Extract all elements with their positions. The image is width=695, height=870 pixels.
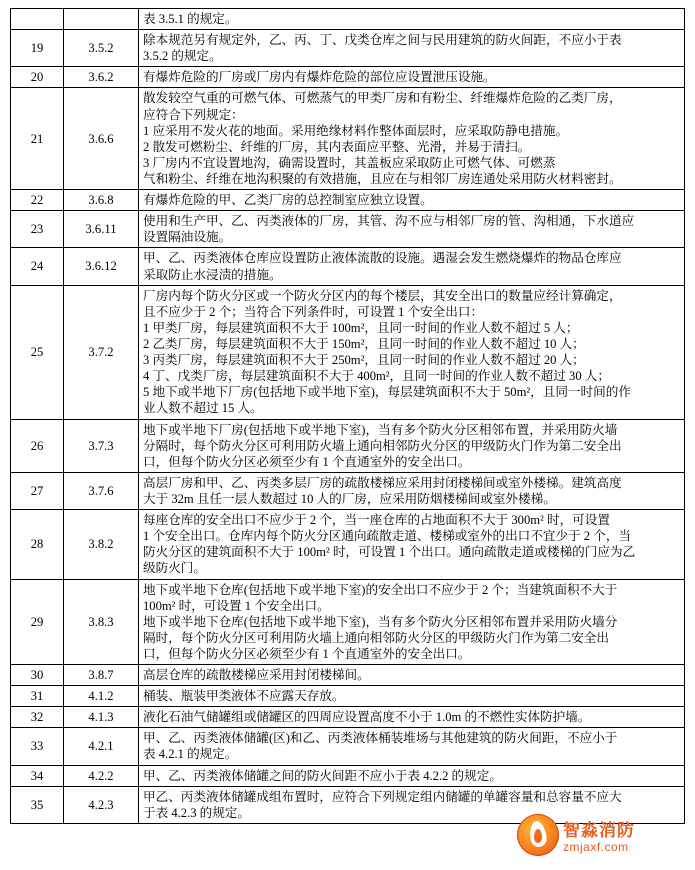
text-line: 2 散发可燃粉尘、纤维的厂房，其内表面应平整、光滑，并易于清扫。 [143,139,531,154]
text-line: 使用和生产甲、乙、丙类液体的厂房，其管、沟不应与相邻厂房的管、沟相通，下水道应 [143,214,635,229]
clause-text [139,686,685,707]
clause-text [139,30,685,67]
row-number: 25 [11,285,64,419]
text-line: 有爆炸危险的厂房或厂房内有爆炸危险的部位应设置泄压设施。 [143,70,496,85]
text-line: 防火分区的建筑面积不大于 100m² 时，可设置 1 个出口。通向疏散走道或楼梯的门应为乙 [143,545,636,560]
clause-number: 3.7.6 [64,472,139,509]
table-row [11,786,685,823]
text-line: 3 丙类厂房，每层建筑面积不大于 250m²，且同一时间的作业人数不超过 20 人； [143,353,585,368]
clause-number: 3.8.2 [64,510,139,579]
clause-text [139,88,685,190]
table-row [11,765,685,786]
text-line: 1 应采用不发火花的地面。采用绝缘材料作整体面层时，应采取防静电措施。 [143,123,569,138]
text-line: 分隔时，每个防火分区可利用防火墙上通向相邻防火分区的甲级防火门作为第二安全出 [143,438,622,453]
table-row [11,579,685,665]
clause-number: 4.2.2 [64,765,139,786]
text-line: 厂房内每个防火分区或一个防火分区内的每个楼层，其安全出口的数量应经计算确定， [143,288,622,303]
clause-text [139,285,685,419]
clause-text [139,707,685,728]
watermark-domain: zmjaxf.com [563,840,629,854]
clause-text [139,786,685,823]
row-number [11,9,64,30]
table-row [11,67,685,88]
table-row [11,728,685,765]
table-row [11,285,685,419]
clause-text [139,67,685,88]
row-number: 20 [11,67,64,88]
text-line: 隔时，每个防火分区可利用防火墙上通向相邻防火分区的甲级防火门作为第二安全出 [143,630,609,645]
clause-number: 3.8.7 [64,665,139,686]
text-line: 甲、乙、丙类液体储罐(区)和乙、丙类液体桶装堆场与其他建筑的防火间距，不应小于 [143,731,618,746]
clause-number: 3.6.6 [64,88,139,190]
row-number: 23 [11,211,64,248]
text-line: 表 4.2.1 的规定。 [143,747,238,762]
table-row [11,419,685,472]
text-line: 地下或半地下厂房(包括地下或半地下室)，当有多个防火分区相邻布置，并采用防火墙 [143,422,618,437]
clause-number: 3.5.2 [64,30,139,67]
clause-number: 3.7.2 [64,285,139,419]
table-row [11,88,685,190]
table-row [11,211,685,248]
watermark-brand: 智淼消防 [563,821,635,840]
row-number: 22 [11,190,64,211]
clause-number: 3.6.12 [64,248,139,285]
text-line: 设置隔油设施。 [143,230,232,245]
table-row [11,686,685,707]
text-line: 2 乙类厂房，每层建筑面积不大于 150m²，且同一时间的作业人数不超过 10 人； [143,336,585,351]
flame-icon-shape [528,820,547,848]
clause-number: 4.2.1 [64,728,139,765]
text-line: 3.5.2 的规定。 [143,49,222,64]
text-line: 高层仓库的疏散楼梯应采用封闭楼梯间。 [143,668,370,683]
text-line: 口，但每个防火分区必须至少有 1 个直通室外的安全出口。 [143,646,471,661]
text-line: 4 丁、戊类厂房，每层建筑面积不大于 400m²，且同一时间的作业人数不超过 30 人； [143,369,610,384]
clause-text [139,765,685,786]
clause-text [139,419,685,472]
text-line: 地下或半地下仓库(包括地下或半地下室)，当有多个防火分区相邻布置并采用防火墙分 [143,614,618,629]
text-line: 有爆炸危险的甲、乙类厂房的总控制室应独立设置。 [143,193,433,208]
text-line: 甲、乙、丙类液体仓库应设置防止液体流散的设施。遇湿会发生燃烧爆炸的物品仓库应 [143,251,622,266]
clause-text [139,579,685,665]
row-number: 30 [11,665,64,686]
clause-text [139,248,685,285]
row-number: 27 [11,472,64,509]
row-number: 26 [11,419,64,472]
text-line: 散发较空气重的可燃气体、可燃蒸气的甲类厂房和有粉尘、纤维爆炸危险的乙类厂房， [143,91,622,106]
table-row [11,707,685,728]
text-line: 除本规范另有规定外，乙、丙、丁、戊类仓库之间与民用建筑的防火间距，不应小于表 [143,33,622,48]
table-body [11,9,685,824]
clause-text [139,211,685,248]
clause-text [139,472,685,509]
text-line: 液化石油气储罐组或储罐区的四周应设置高度不小于 1.0m 的不燃性实体防护墙。 [143,710,591,725]
text-line: 口，但每个防火分区必须至少有 1 个直通室外的安全出口。 [143,454,471,469]
text-line: 每座仓库的安全出口不应少于 2 个，当一座仓库的占地面积不大于 300m² 时，可设置 [143,513,610,528]
table-row [11,472,685,509]
clause-text [139,665,685,686]
text-line: 甲、乙、丙类液体储罐之间的防火间距不应小于表 4.2.2 的规定。 [143,768,502,783]
text-line: 大于 32m 且任一层人数超过 10 人的厂房，应采用防烟楼梯间或室外楼梯。 [143,491,556,506]
clause-text [139,190,685,211]
row-number: 24 [11,248,64,285]
table-row [11,190,685,211]
clause-number [64,9,139,30]
row-number: 31 [11,686,64,707]
text-line: 桶装、瓶装甲类液体不应露天存放。 [143,689,345,704]
row-number: 32 [11,707,64,728]
text-line: 表 3.5.1 的规定。 [143,12,238,26]
clause-number: 3.6.8 [64,190,139,211]
text-line: 高层厂房和甲、乙、丙类多层厂房的疏散楼梯应采用封闭楼梯间或室外楼梯。建筑高度 [143,475,622,490]
table-row [11,9,685,30]
regulation-table [10,8,685,824]
clause-number: 4.2.3 [64,786,139,823]
text-line: 100m² 时，可设置 1 个安全出口。 [143,598,330,613]
text-line: 3 厂房内不宜设置地沟，确需设置时，其盖板应采取防止可燃气体、可燃蒸 [143,155,556,170]
row-number: 33 [11,728,64,765]
text-line: 且不应少于 2 个；当符合下列条件时，可设置 1 个安全出口： [143,304,484,319]
text-line: 5 地下或半地下厂房(包括地下或半地下室)，每层建筑面积不大于 50m²，且同一时间的作 [143,385,631,400]
row-number: 34 [11,765,64,786]
text-line: 采取防止水浸渍的措施。 [143,267,282,282]
row-number: 35 [11,786,64,823]
table-row [11,30,685,67]
row-number: 28 [11,510,64,579]
row-number: 29 [11,579,64,665]
text-line: 级防火门。 [143,561,206,576]
text-line: 气和粉尘、纤维在地沟积聚的有效措施，且应在与相邻厂房连通处采用防火材料密封。 [143,171,622,186]
row-number: 19 [11,30,64,67]
row-number: 21 [11,88,64,190]
text-line: 1 甲类厂房，每层建筑面积不大于 100m²，且同一时间的作业人数不超过 5 人； [143,320,579,335]
flame-icon-inner [534,829,542,843]
clause-number: 3.7.3 [64,419,139,472]
clause-number: 4.1.3 [64,707,139,728]
text-line: 业人数不超过 15 人。 [143,401,263,416]
text-line: 地下或半地下仓库(包括地下或半地下室)的安全出口不应少于 2 个；当建筑面积不大于 [143,582,618,597]
table-row [11,510,685,579]
clause-text [139,510,685,579]
text-line: 1 个安全出口。仓库内每个防火分区通向疏散走道、楼梯或室外的出口不宜少于 2 个，当 [143,529,632,544]
clause-number: 3.6.11 [64,211,139,248]
table-row [11,248,685,285]
clause-number: 3.8.3 [64,579,139,665]
clause-text [139,728,685,765]
clause-number: 4.1.2 [64,686,139,707]
text-line: 于表 4.2.3 的规定。 [143,805,251,820]
clause-text [139,9,685,30]
text-line: 应符合下列规定： [143,107,244,122]
clause-number: 3.6.2 [64,67,139,88]
text-line: 甲乙、丙类液体储罐成组布置时，应符合下列规定组内储罐的单罐容量和总容量不应大 [143,789,622,804]
table-row [11,665,685,686]
